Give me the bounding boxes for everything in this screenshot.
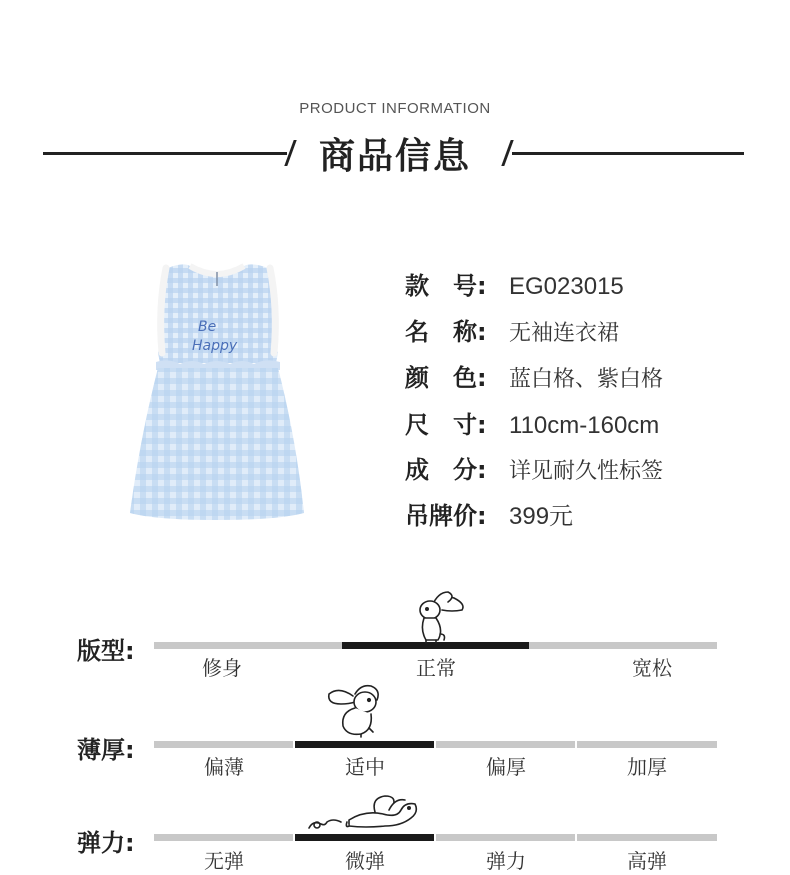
info-label: 尺 寸:	[405, 411, 487, 439]
info-label: 款 号:	[405, 272, 487, 300]
elasticity-segment	[577, 834, 717, 841]
thickness-segment	[436, 741, 575, 748]
info-row-size	[405, 405, 659, 440]
elasticity-segment	[436, 834, 575, 841]
info-label: 名 称:	[405, 318, 487, 346]
fit-option: 修身	[202, 656, 242, 680]
fit-option: 正常	[416, 656, 456, 680]
info-label: 成 分:	[405, 456, 487, 484]
section-subtitle: PRODUCT INFORMATION	[299, 100, 491, 117]
elasticity-option: 无弹	[204, 849, 244, 873]
thickness-option: 偏厚	[486, 755, 526, 779]
elasticity-option: 弹力	[486, 849, 526, 873]
info-row-color	[405, 358, 663, 393]
thickness-option: 加厚	[627, 755, 667, 779]
thickness-segment	[577, 741, 717, 748]
info-value: 蓝白格、紫白格	[509, 367, 664, 392]
thickness-segment	[154, 741, 293, 748]
elasticity-scale-selected	[295, 834, 434, 841]
section-title: 商品信息	[318, 136, 471, 177]
info-value: 详见耐久性标签	[509, 459, 664, 484]
fit-scale-label: 版型:	[77, 637, 135, 665]
info-value: 399元	[509, 503, 574, 530]
product-image	[128, 258, 306, 523]
thickness-scale-selected	[295, 741, 434, 748]
rabbit-standing-icon	[412, 590, 470, 644]
info-value: 无袖连衣裙	[509, 321, 620, 346]
elasticity-option: 微弹	[345, 849, 385, 873]
info-row-style-no	[405, 266, 624, 301]
thickness-option: 适中	[345, 755, 385, 779]
info-label: 吊牌价:	[405, 502, 487, 530]
thickness-scale-label: 薄厚:	[77, 736, 135, 764]
info-value: 110cm-160cm	[509, 412, 660, 439]
dress-print-line1: Be	[198, 319, 217, 335]
info-value: EG023015	[509, 273, 624, 300]
thickness-option: 偏薄	[204, 755, 244, 779]
title-rule-right	[512, 152, 744, 155]
elasticity-option: 高弹	[627, 849, 667, 873]
info-label: 颜 色:	[405, 364, 487, 392]
fit-option: 宽松	[632, 656, 672, 680]
info-row-material	[405, 450, 663, 485]
info-row-price	[405, 496, 573, 531]
info-row-name	[405, 312, 619, 347]
rabbit-jumping-icon	[305, 792, 421, 834]
dress-print-line2: Happy	[192, 338, 238, 354]
dress-illustration	[128, 258, 306, 523]
rabbit-sitting-icon	[325, 682, 385, 738]
elasticity-segment	[154, 834, 293, 841]
elasticity-scale-label: 弹力:	[77, 829, 135, 857]
